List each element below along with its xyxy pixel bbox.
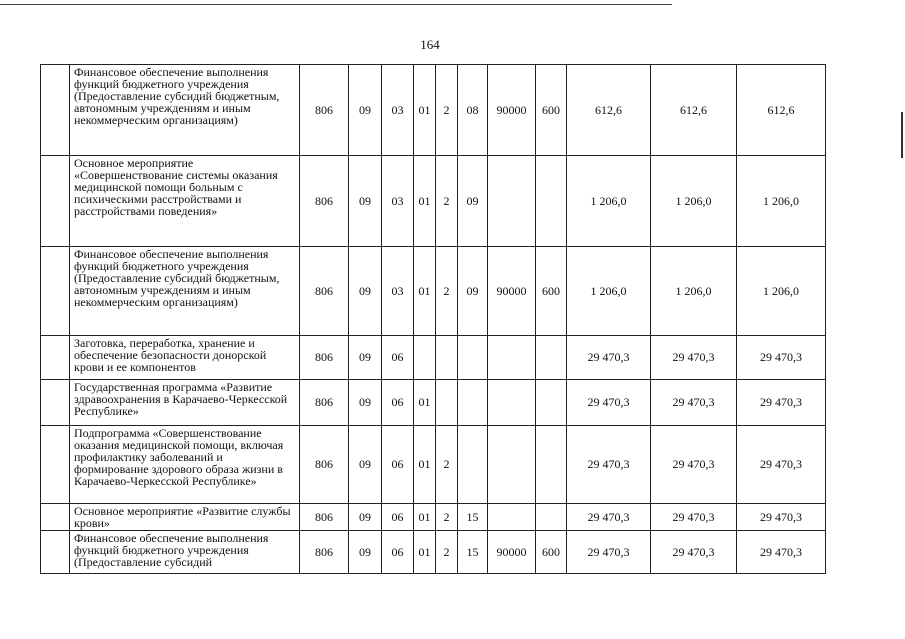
program-cell: 01 (414, 531, 436, 574)
amount-year1-cell: 29 470,3 (567, 504, 651, 531)
direction-cell: 90000 (488, 65, 536, 156)
budget-table (40, 64, 826, 574)
direction-cell: 90000 (488, 531, 536, 574)
amount-year1-cell: 29 470,3 (567, 336, 651, 380)
direction-cell (488, 426, 536, 504)
row-number-cell (41, 380, 70, 426)
item-name-cell: Финансовое обеспечение выполнения функций бюджетного учреждения (Предоставление субсидий (70, 531, 300, 574)
expense-type-cell: 600 (536, 531, 567, 574)
amount-year2-cell: 1 206,0 (651, 247, 737, 336)
amount-year3-cell: 29 470,3 (737, 531, 826, 574)
program-cell: 01 (414, 426, 436, 504)
section-cell: 09 (349, 426, 382, 504)
main-event-cell: 08 (458, 65, 488, 156)
subprogram-cell: 2 (436, 504, 458, 531)
row-number-cell (41, 504, 70, 531)
amount-year1-cell: 1 206,0 (567, 247, 651, 336)
table-row (41, 65, 826, 156)
subsection-cell: 06 (382, 504, 414, 531)
amount-year2-cell: 29 470,3 (651, 380, 737, 426)
expense-type-cell (536, 156, 567, 247)
amount-year3-cell: 29 470,3 (737, 426, 826, 504)
subprogram-cell: 2 (436, 156, 458, 247)
section-cell: 09 (349, 380, 382, 426)
item-name-cell: Государственная программа «Развитие здравоохранения в Карачаево-Черкесской Республике» (70, 380, 300, 426)
amount-year3-cell: 612,6 (737, 65, 826, 156)
amount-year2-cell: 29 470,3 (651, 426, 737, 504)
section-cell: 09 (349, 65, 382, 156)
subprogram-cell: 2 (436, 531, 458, 574)
main-event-cell: 15 (458, 531, 488, 574)
main-event-cell (458, 336, 488, 380)
amount-year1-cell: 29 470,3 (567, 380, 651, 426)
scan-edge-mark (901, 112, 903, 158)
expense-type-cell: 600 (536, 247, 567, 336)
table-row (41, 531, 826, 574)
direction-cell (488, 336, 536, 380)
item-name-cell: Подпрограмма «Совершенствование оказания медицинской помощи, включая профилактику заболеваний и формирование здорового образа жизни в Карачаево-Черкесской Республике» (70, 426, 300, 504)
row-number-cell (41, 247, 70, 336)
expense-type-cell (536, 380, 567, 426)
amount-year3-cell: 29 470,3 (737, 380, 826, 426)
subsection-cell: 03 (382, 156, 414, 247)
amount-year3-cell: 1 206,0 (737, 247, 826, 336)
table-row (41, 336, 826, 380)
section-cell: 09 (349, 156, 382, 247)
amount-year1-cell: 29 470,3 (567, 426, 651, 504)
main-event-cell (458, 380, 488, 426)
subprogram-cell: 2 (436, 426, 458, 504)
amount-year1-cell: 1 206,0 (567, 156, 651, 247)
subprogram-cell (436, 380, 458, 426)
amount-year2-cell: 29 470,3 (651, 531, 737, 574)
item-name-cell: Финансовое обеспечение выполнения функций бюджетного учреждения (Предоставление субсидий бюджетным, автономным учреждениям и иным некоммерческим организациям) (70, 247, 300, 336)
main-event-cell: 15 (458, 504, 488, 531)
program-cell: 01 (414, 380, 436, 426)
subprogram-cell: 2 (436, 247, 458, 336)
subsection-cell: 06 (382, 380, 414, 426)
ministry-code-cell: 806 (300, 531, 349, 574)
row-number-cell (41, 531, 70, 574)
amount-year1-cell: 29 470,3 (567, 531, 651, 574)
amount-year2-cell: 612,6 (651, 65, 737, 156)
item-name-cell: Заготовка, переработка, хранение и обеспечение безопасности донорской крови и ее компонентов (70, 336, 300, 380)
subsection-cell: 06 (382, 426, 414, 504)
ministry-code-cell: 806 (300, 336, 349, 380)
ministry-code-cell: 806 (300, 247, 349, 336)
row-number-cell (41, 426, 70, 504)
subsection-cell: 03 (382, 247, 414, 336)
program-cell: 01 (414, 65, 436, 156)
section-cell: 09 (349, 531, 382, 574)
page-number: 164 (420, 37, 440, 52)
table-row (41, 156, 826, 247)
item-name-cell: Основное мероприятие «Совершенствование системы оказания медицинской помощи больным с психическими расстройствами и расстройствами поведения» (70, 156, 300, 247)
program-cell (414, 336, 436, 380)
amount-year2-cell: 1 206,0 (651, 156, 737, 247)
expense-type-cell (536, 504, 567, 531)
table-row (41, 380, 826, 426)
subsection-cell: 06 (382, 336, 414, 380)
subsection-cell: 03 (382, 65, 414, 156)
section-cell: 09 (349, 504, 382, 531)
row-number-cell (41, 156, 70, 247)
main-event-cell: 09 (458, 247, 488, 336)
table-row (41, 504, 826, 531)
row-number-cell (41, 336, 70, 380)
direction-cell: 90000 (488, 247, 536, 336)
program-cell: 01 (414, 504, 436, 531)
expense-type-cell (536, 426, 567, 504)
table-row (41, 247, 826, 336)
direction-cell (488, 504, 536, 531)
program-cell: 01 (414, 247, 436, 336)
direction-cell (488, 380, 536, 426)
amount-year3-cell: 1 206,0 (737, 156, 826, 247)
expense-type-cell (536, 336, 567, 380)
item-name-cell: Основное мероприятие «Развитие службы крови» (70, 504, 300, 531)
subprogram-cell: 2 (436, 65, 458, 156)
item-name-cell: Финансовое обеспечение выполнения функций бюджетного учреждения (Предоставление субсидий бюджетным, автономным учреждениям и иным некоммерческим организациям) (70, 65, 300, 156)
ministry-code-cell: 806 (300, 504, 349, 531)
amount-year3-cell: 29 470,3 (737, 336, 826, 380)
ministry-code-cell: 806 (300, 380, 349, 426)
section-cell: 09 (349, 336, 382, 380)
program-cell: 01 (414, 156, 436, 247)
ministry-code-cell: 806 (300, 156, 349, 247)
section-cell: 09 (349, 247, 382, 336)
amount-year2-cell: 29 470,3 (651, 504, 737, 531)
subsection-cell: 06 (382, 531, 414, 574)
top-rule (0, 4, 672, 5)
amount-year3-cell: 29 470,3 (737, 504, 826, 531)
main-event-cell (458, 426, 488, 504)
amount-year2-cell: 29 470,3 (651, 336, 737, 380)
main-event-cell: 09 (458, 156, 488, 247)
subprogram-cell (436, 336, 458, 380)
row-number-cell (41, 65, 70, 156)
expense-type-cell: 600 (536, 65, 567, 156)
ministry-code-cell: 806 (300, 426, 349, 504)
ministry-code-cell: 806 (300, 65, 349, 156)
amount-year1-cell: 612,6 (567, 65, 651, 156)
direction-cell (488, 156, 536, 247)
table-row (41, 426, 826, 504)
